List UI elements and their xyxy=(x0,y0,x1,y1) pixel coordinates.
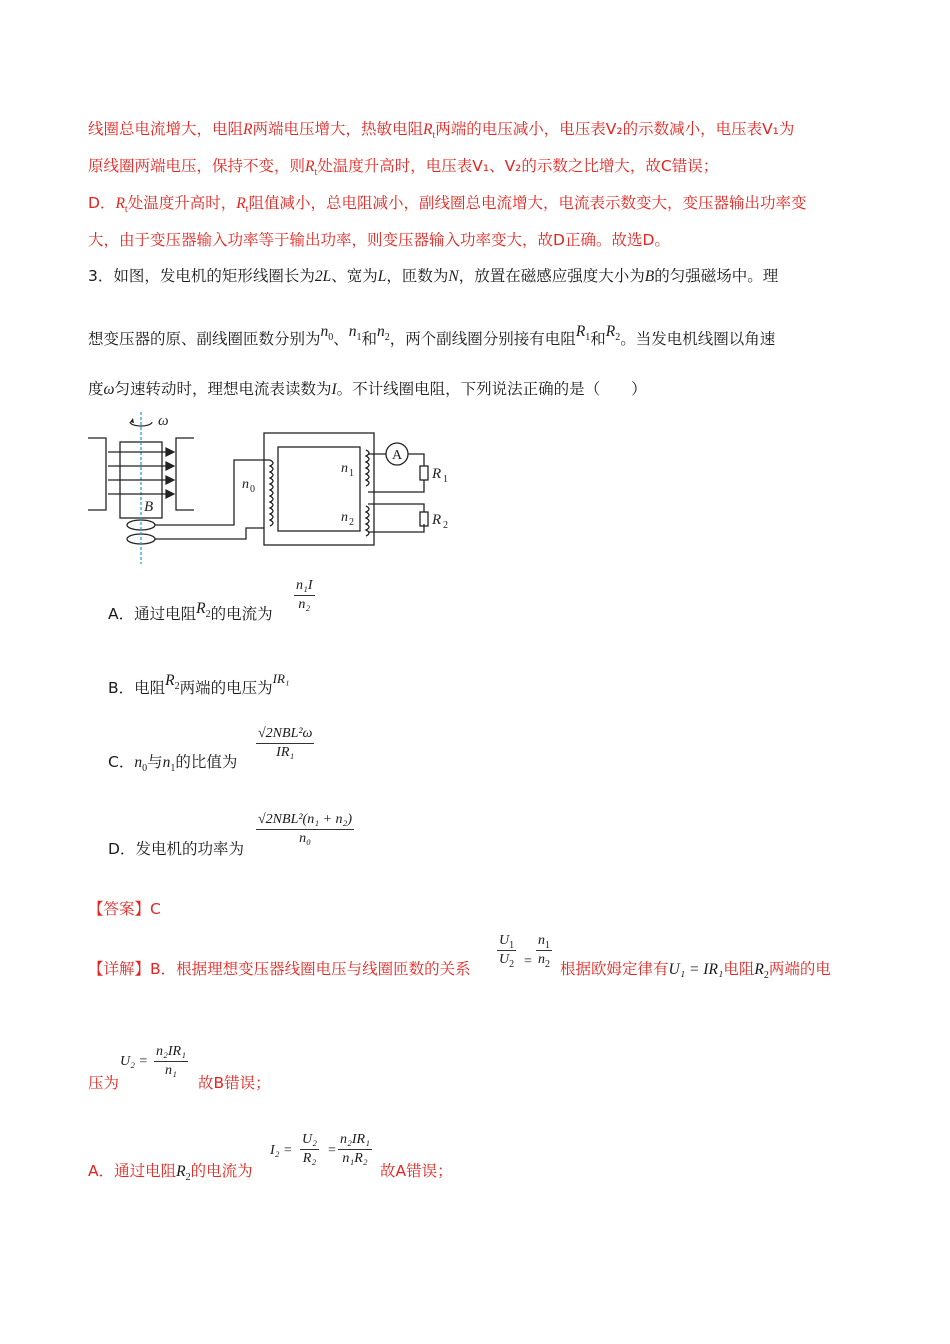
text: 【详解】B．根据理想变压器线圈电压与线圈匝数的关系 xyxy=(88,960,471,978)
R1-label: R xyxy=(432,466,442,482)
n0-sub: 0 xyxy=(250,484,255,495)
math-Rt: R xyxy=(115,195,125,212)
option-d[interactable] xyxy=(108,837,244,859)
secondary-coil-1 xyxy=(366,450,369,486)
fraction-numerator: n₂IR₁ xyxy=(156,1044,186,1059)
math-n0: n xyxy=(320,323,329,340)
sub-1: 1 xyxy=(509,940,515,951)
text: 的匀强磁场中。理 xyxy=(654,267,779,285)
math-R2: R xyxy=(165,672,175,689)
n0-label: n xyxy=(242,477,249,492)
wire xyxy=(368,504,424,512)
text: 匀速转动时，理想电流表读数为 xyxy=(114,380,332,398)
I2-formula-1 xyxy=(300,1132,319,1167)
fraction-bar xyxy=(256,829,354,830)
field-B-label: B xyxy=(144,499,154,515)
text: 。不计线圈电阻，下列说法正确的是（ ） xyxy=(336,380,647,398)
option-text: 的比值为 xyxy=(175,753,238,771)
solution-prev-line-1 xyxy=(88,118,794,143)
text: 、 xyxy=(333,330,349,348)
sub-t: t xyxy=(245,204,249,215)
text: ，两个副线圈分别接有电阻 xyxy=(389,330,576,348)
solution-prev-line-3 xyxy=(88,192,806,217)
sub-2: 2 xyxy=(185,1172,191,1183)
R2-sub: 2 xyxy=(443,520,448,531)
option-b-formula: IR₁ xyxy=(272,671,290,686)
text: ，匝数为 xyxy=(386,267,449,285)
primary-coil xyxy=(270,460,273,526)
fraction-denominator: n₀ xyxy=(299,831,311,846)
text: A．通过电阻 xyxy=(88,1162,177,1180)
question-number: 3． xyxy=(88,267,114,285)
option-b[interactable] xyxy=(108,671,290,698)
fraction-denominator: R₂ xyxy=(302,1151,317,1166)
text: 如图，发电机的矩形线圈长为 xyxy=(113,267,315,285)
math-R2: R xyxy=(605,323,616,340)
explanation-b-line-1-end xyxy=(560,958,831,983)
sub-2: 2 xyxy=(205,609,211,620)
R2-label: R xyxy=(432,512,442,528)
text: 阻值减小，总电阻减小，副线圈总电流增大，电流表示数变大，变压器输出功率变 xyxy=(248,194,807,212)
math-Rt: R xyxy=(236,195,246,212)
option-letter: A． xyxy=(108,605,135,623)
math-R2: R xyxy=(196,600,206,617)
lead-wire-2 xyxy=(155,528,264,539)
text: 度 xyxy=(88,380,104,398)
resistor-R2 xyxy=(420,512,428,526)
option-letter: C． xyxy=(108,753,135,771)
text: 根据欧姆定律有 xyxy=(560,960,669,978)
voltage-ratio-rhs xyxy=(536,933,552,968)
question-line-1 xyxy=(88,265,778,288)
math-n1: n xyxy=(538,933,545,948)
sub-2: 2 xyxy=(615,332,621,343)
explanation-a-conclusion: 故A错误； xyxy=(380,1162,453,1180)
math-n1: n xyxy=(348,323,357,340)
question-line-3 xyxy=(88,378,647,401)
resistor-R1 xyxy=(420,466,428,480)
fraction-numerator: √2NBL²(n₁ + n₂) xyxy=(258,812,353,827)
ammeter-label: A xyxy=(391,448,403,463)
text: 处温度升高时，电压表V₁、V₂的示数之比增大，故C错误； xyxy=(317,157,719,175)
transformer-core-outer xyxy=(264,433,374,545)
option-text: 通过电阻 xyxy=(134,605,197,623)
fraction-denominator: n₁R₂ xyxy=(342,1151,368,1166)
sub-1: 1 xyxy=(585,332,591,343)
text: 。当发电机线圈以角速 xyxy=(620,330,776,348)
option-text: 与 xyxy=(147,753,163,771)
explanation-a-line xyxy=(88,1160,253,1185)
fraction-denominator: IR₁ xyxy=(276,745,295,760)
math-L: L xyxy=(377,268,387,285)
voltage-ratio-lhs xyxy=(497,933,516,968)
fraction-bar xyxy=(256,743,314,744)
math-U2: U xyxy=(499,952,510,967)
math-I: I xyxy=(331,381,337,398)
I2-eq: I₂ = xyxy=(270,1143,293,1158)
n1-sub: 1 xyxy=(349,468,354,479)
sub-2: 2 xyxy=(384,332,390,343)
option-a-formula xyxy=(294,578,315,613)
option-letter: D． xyxy=(108,840,136,858)
math-Rt: R xyxy=(305,158,315,175)
n1-label: n xyxy=(341,461,348,476)
U2-formula xyxy=(154,1044,188,1079)
fraction-numerator: U₂ xyxy=(302,1132,317,1147)
n2-label: n xyxy=(341,510,348,525)
magnet-pole-right xyxy=(176,438,194,510)
text: ，放置在磁感应强度大小为 xyxy=(458,267,645,285)
math-n1: n xyxy=(162,754,171,771)
option-c-formula xyxy=(256,726,314,761)
option-text: 两端的电压为 xyxy=(179,679,273,697)
R1-sub: 1 xyxy=(443,474,448,485)
option-letter: B． xyxy=(108,679,135,697)
question-line-2 xyxy=(88,323,776,353)
math-R: R xyxy=(243,121,253,138)
explanation-b-conclusion: 故B错误； xyxy=(198,1074,271,1092)
text: 和 xyxy=(361,330,378,348)
text: 想变压器的原、副线圈匝数分别为 xyxy=(88,330,321,348)
math-U1: U xyxy=(499,933,510,948)
text: 的电流为 xyxy=(190,1162,253,1180)
sub-0: 0 xyxy=(328,332,334,343)
sub-2: 2 xyxy=(545,959,550,970)
solution-prev-line-4: 大，由于变压器输入功率等于输出功率，则变压器输入功率变大，故D正确。故选D。 xyxy=(88,231,670,249)
sub-2: 2 xyxy=(763,970,769,981)
I2-formula-2 xyxy=(338,1132,372,1167)
math-omega: ω xyxy=(103,381,115,398)
option-d-formula xyxy=(256,812,354,847)
math-Rt: R xyxy=(423,121,433,138)
math-N: N xyxy=(448,268,459,285)
equals-sign: = xyxy=(328,1143,336,1158)
generator-transformer-diagram xyxy=(86,408,466,568)
text: 两端的电 xyxy=(768,960,831,978)
option-text: 电阻 xyxy=(134,679,166,697)
math-n0: n xyxy=(134,754,143,771)
sub-0: 0 xyxy=(142,763,148,774)
text: 和 xyxy=(590,330,606,348)
sub-2: 2 xyxy=(174,681,180,692)
math-2L: 2L xyxy=(314,268,332,285)
fraction-bar xyxy=(338,1149,372,1150)
fraction-numerator: √2NBL²ω xyxy=(258,726,313,741)
math-R1: R xyxy=(575,323,586,340)
wire xyxy=(408,454,424,466)
fraction-bar xyxy=(300,1149,319,1150)
option-c[interactable] xyxy=(108,750,237,772)
text: 原线圈两端电压，保持不变，则 xyxy=(88,157,306,175)
text: 线圈总电流增大，电阻 xyxy=(88,120,244,138)
text: D． xyxy=(88,194,116,212)
text: 处温度升高时， xyxy=(127,194,237,212)
text: 两端的电压减小，电压表V₂的示数减小，电压表V₁为 xyxy=(435,120,795,138)
omega-label: ω xyxy=(158,413,169,429)
explanation-b-line-1 xyxy=(88,958,471,980)
math-n2: n xyxy=(538,952,545,967)
fraction-bar xyxy=(154,1061,188,1062)
sub-1: 1 xyxy=(356,332,362,343)
text: 电阻 xyxy=(723,960,755,978)
equals-sign: = xyxy=(524,954,532,969)
n2-sub: 2 xyxy=(349,517,354,528)
text: 两端电压增大，热敏电阻 xyxy=(252,120,423,138)
U2-eq: U₂ = xyxy=(120,1054,148,1069)
sub-1: 1 xyxy=(545,940,550,951)
wire xyxy=(368,524,424,532)
option-a[interactable] xyxy=(108,602,273,624)
math-R2: R xyxy=(176,1163,186,1180)
math-B: B xyxy=(644,268,655,285)
fraction-denominator: n₂ xyxy=(298,597,311,612)
answer-label: 【答案】C xyxy=(88,900,161,918)
option-text: 的电流为 xyxy=(210,605,273,623)
text: 、宽为 xyxy=(331,267,378,285)
explanation-b-line-2: 压为 xyxy=(88,1074,120,1092)
fraction-bar xyxy=(294,595,315,596)
magnet-pole-left xyxy=(88,438,106,510)
sub-t: t xyxy=(314,167,318,178)
math-n2: n xyxy=(377,323,385,340)
fraction-numerator: n₂IR₁ xyxy=(340,1132,370,1147)
fraction-denominator: n₁ xyxy=(165,1063,177,1078)
solution-prev-line-2 xyxy=(88,155,718,180)
ohm-law-formula: U₁ = IR₁ xyxy=(668,961,724,978)
sub-2: 2 xyxy=(509,959,515,970)
fraction-numerator: n₁I xyxy=(296,578,313,593)
math-R2: R xyxy=(754,961,764,978)
wire xyxy=(368,480,424,492)
sub-1: 1 xyxy=(170,763,176,774)
sub-t: t xyxy=(432,130,436,141)
option-text: 发电机的功率为 xyxy=(135,840,244,858)
sub-t: t xyxy=(124,204,128,215)
